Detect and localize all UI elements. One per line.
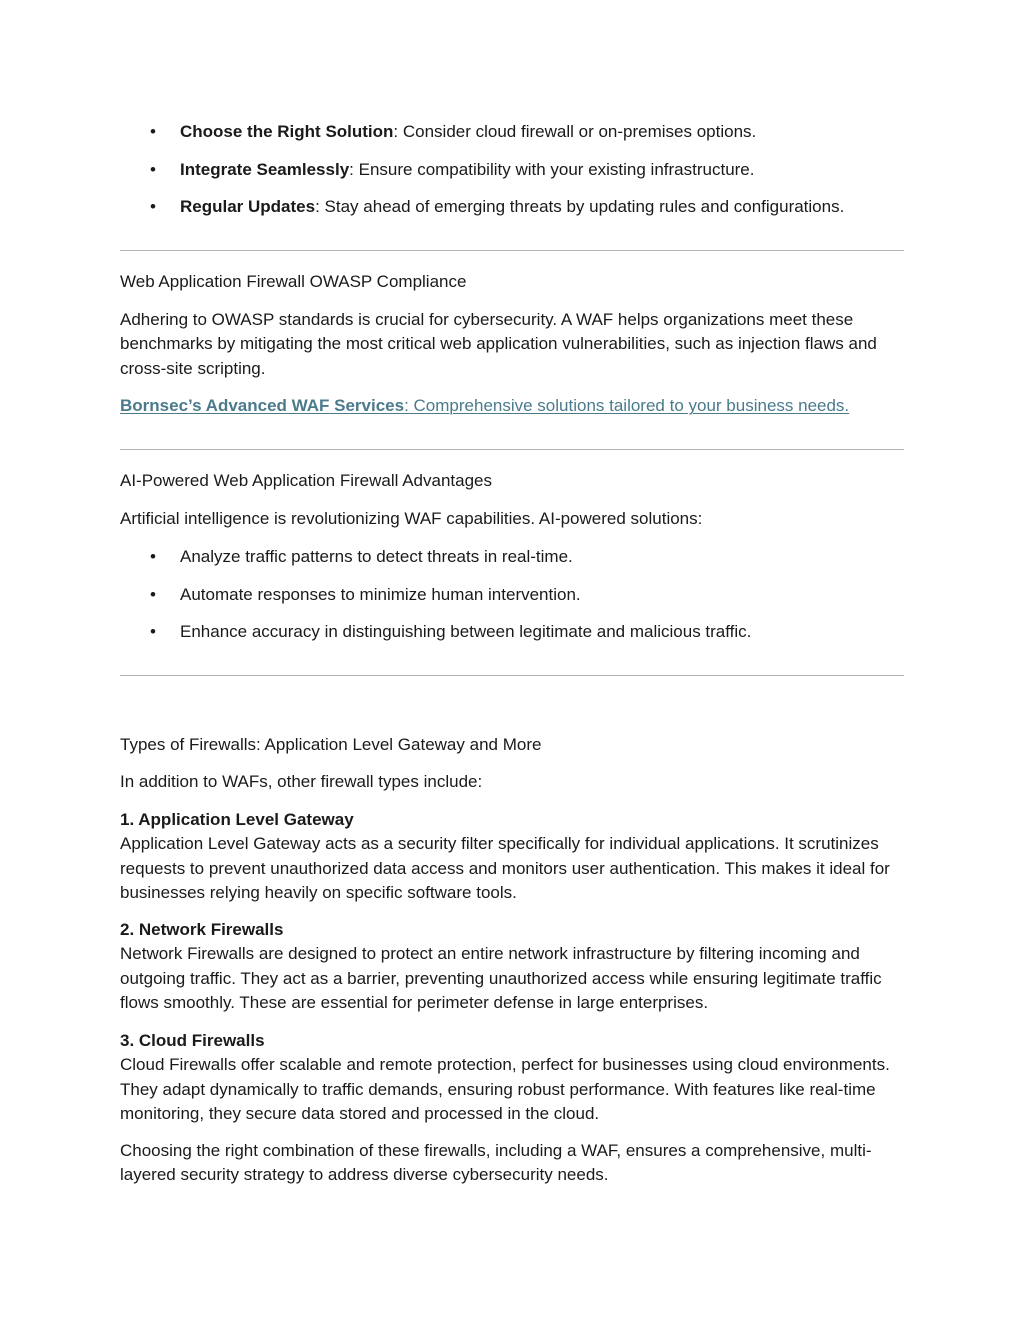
list-item: [120, 195, 904, 233]
waf-services-link-bold: Bornsec’s Advanced WAF Services: [120, 396, 405, 415]
types-heading: Types of Firewalls: Application Level Gateway and More: [120, 735, 542, 754]
list-item: • Enhance accuracy in distinguishing between legitimate and malicious traffic.: [120, 620, 904, 658]
ai-advantages-list: [120, 545, 904, 658]
list-item-text: : Ensure compatibility with your existing infrastructure.: [349, 159, 755, 179]
section-title: 2. Network Firewalls: [120, 920, 284, 939]
ai-heading: AI-Powered Web Application Firewall Advantages: [120, 471, 492, 490]
list-item-text: : Consider cloud firewall or on-premises options.: [393, 122, 757, 141]
owasp-heading: Web Application Firewall OWASP Compliance: [120, 272, 467, 291]
section-body: Application Level Gateway acts as a security filter specifically for individual applications. It scrutinizes requests to prevent unauthorized data access and monitors user authentication. This makes it ideal for businesses relying heavily on specific software tools.: [120, 834, 890, 903]
types-intro: In addition to WAFs, other firewall types include:: [120, 772, 483, 791]
section-title: 3. Cloud Firewalls: [120, 1031, 265, 1050]
section-divider: [120, 449, 904, 450]
list-item: [120, 120, 904, 158]
firewall-section-cloud: [120, 1029, 904, 1127]
firewall-section-network: [120, 918, 904, 1016]
list-item-text: : Stay ahead of emerging threats by updating rules and configurations.: [315, 197, 845, 217]
list-item: • Analyze traffic patterns to detect threats in real-time.: [120, 545, 904, 583]
waf-services-link-paragraph: [120, 394, 904, 418]
conclusion-paragraph: Choosing the right combination of these firewalls, including a WAF, ensures a comprehensive, multi-layered security strategy to address diverse cybersecurity needs.: [120, 1141, 872, 1185]
section-body: Cloud Firewalls offer scalable and remote protection, perfect for businesses using cloud environments. They adapt dynamically to traffic demands, ensuring robust performance. With features like real-time monitoring, they secure data stored and processed in the cloud.: [120, 1055, 890, 1124]
section-title: 1. Application Level Gateway: [120, 810, 354, 829]
waf-services-link[interactable]: [120, 396, 849, 415]
section-divider: [120, 675, 904, 676]
firewall-section-application-gateway: [120, 808, 904, 906]
section-body: Network Firewalls are designed to protect an entire network infrastructure by filtering incoming and outgoing traffic. They act as a barrier, preventing unauthorized access while ensuring legitimate traffic flows smoothly. These are essential for perimeter defense in large enterprises.: [120, 944, 882, 1013]
list-item-bold: Integrate Seamlessly: [180, 159, 350, 179]
list-item-bold: Regular Updates: [180, 197, 316, 217]
waf-services-link-text: : Comprehensive solutions tailored to your business needs.: [404, 396, 850, 415]
owasp-paragraph: Adhering to OWASP standards is crucial for cybersecurity. A WAF helps organizations meet these benchmarks by mitigating the most critical web application vulnerabilities, such as injection flaws and cross-site scripting.: [120, 310, 877, 378]
list-item-bold: Choose the Right Solution: [180, 122, 394, 141]
section-divider: [120, 250, 904, 251]
list-item: • Automate responses to minimize human intervention.: [120, 583, 904, 621]
list-item: [120, 158, 904, 196]
best-practices-list: [120, 120, 904, 233]
ai-intro: Artificial intelligence is revolutionizing WAF capabilities. AI-powered solutions:: [120, 509, 703, 528]
